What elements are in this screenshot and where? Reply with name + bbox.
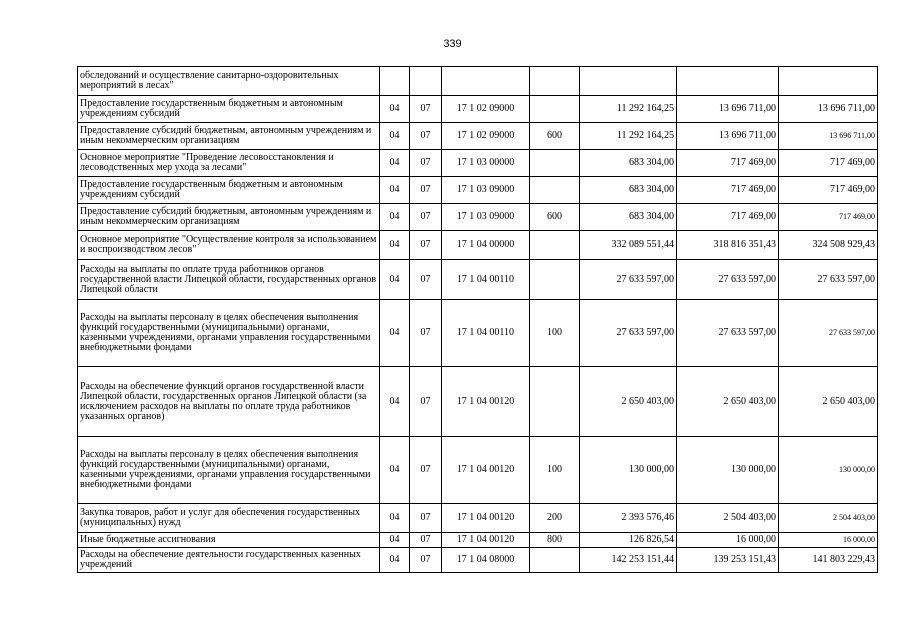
- subsection-code-cell: 07: [410, 96, 442, 123]
- subsection-code-cell: 07: [410, 437, 442, 504]
- subsection-code-cell: 07: [410, 504, 442, 533]
- table-row: [78, 177, 878, 204]
- expense-type-cell: 600: [530, 123, 580, 150]
- subsection-code-cell: [410, 67, 442, 96]
- expense-type-cell: [530, 177, 580, 204]
- expense-type-cell: [530, 67, 580, 96]
- amount-year3-cell: 717 469,00: [779, 204, 878, 231]
- item-name-cell: Предоставление субсидий бюджетным, автономным учреждениям и иным некоммерческим организациям: [78, 204, 380, 231]
- target-article-cell: 17 1 04 00120: [442, 533, 530, 548]
- amount-year3-cell: 141 803 229,43: [779, 548, 878, 573]
- item-name-cell: Расходы на обеспечение функций органов государственной власти Липецкой области, государственных органов Липецкой области (за исключением расходов на выплаты по оплате труда работников указанных органов): [78, 367, 380, 437]
- subsection-code-cell: 07: [410, 300, 442, 367]
- table-row: [78, 96, 878, 123]
- subsection-code-cell: 07: [410, 533, 442, 548]
- table-row: [78, 260, 878, 300]
- table-row: [78, 204, 878, 231]
- section-code-cell: 04: [380, 260, 410, 300]
- amount-year2-cell: 13 696 711,00: [677, 96, 779, 123]
- amount-year1-cell: 2 393 576,46: [580, 504, 677, 533]
- section-code-cell: [380, 67, 410, 96]
- section-code-cell: 04: [380, 300, 410, 367]
- section-code-cell: 04: [380, 367, 410, 437]
- subsection-code-cell: 07: [410, 260, 442, 300]
- target-article-cell: [442, 67, 530, 96]
- amount-year2-cell: 717 469,00: [677, 150, 779, 177]
- section-code-cell: 04: [380, 204, 410, 231]
- amount-year1-cell: 683 304,00: [580, 150, 677, 177]
- budget-table: [77, 66, 878, 573]
- subsection-code-cell: 07: [410, 123, 442, 150]
- target-article-cell: 17 1 03 09000: [442, 177, 530, 204]
- target-article-cell: 17 1 02 09000: [442, 123, 530, 150]
- expense-type-cell: [530, 548, 580, 573]
- subsection-code-cell: 07: [410, 548, 442, 573]
- subsection-code-cell: 07: [410, 150, 442, 177]
- amount-year2-cell: 13 696 711,00: [677, 123, 779, 150]
- subsection-code-cell: 07: [410, 367, 442, 437]
- section-code-cell: 04: [380, 177, 410, 204]
- amount-year2-cell: 27 633 597,00: [677, 300, 779, 367]
- amount-year2-cell: 27 633 597,00: [677, 260, 779, 300]
- expense-type-cell: [530, 231, 580, 260]
- target-article-cell: 17 1 04 00110: [442, 260, 530, 300]
- item-name-cell: Предоставление субсидий бюджетным, автономным учреждениям и иным некоммерческим организациям: [78, 123, 380, 150]
- expense-type-cell: 100: [530, 437, 580, 504]
- expense-type-cell: 100: [530, 300, 580, 367]
- amount-year1-cell: 683 304,00: [580, 204, 677, 231]
- amount-year2-cell: 139 253 151,43: [677, 548, 779, 573]
- amount-year1-cell: 683 304,00: [580, 177, 677, 204]
- subsection-code-cell: 07: [410, 204, 442, 231]
- amount-year1-cell: 332 089 551,44: [580, 231, 677, 260]
- table-row: [78, 150, 878, 177]
- section-code-cell: 04: [380, 123, 410, 150]
- table-row: [78, 123, 878, 150]
- table-row: [78, 533, 878, 548]
- item-name-cell: Расходы на выплаты по оплате труда работников органов государственной власти Липецкой области, государственных органов Липецкой области: [78, 260, 380, 300]
- item-name-cell: Расходы на выплаты персоналу в целях обеспечения выполнения функций государственными (муниципальными) органами, казенными учреждениями, органами управления государственными внебюджетными фондами: [78, 437, 380, 504]
- amount-year2-cell: 717 469,00: [677, 204, 779, 231]
- expense-type-cell: 600: [530, 204, 580, 231]
- table-row: [78, 367, 878, 437]
- section-code-cell: 04: [380, 437, 410, 504]
- amount-year3-cell: 324 508 929,43: [779, 231, 878, 260]
- expense-type-cell: [530, 96, 580, 123]
- expense-type-cell: 200: [530, 504, 580, 533]
- section-code-cell: 04: [380, 548, 410, 573]
- amount-year3-cell: 2 504 403,00: [779, 504, 878, 533]
- amount-year1-cell: [580, 67, 677, 96]
- section-code-cell: 04: [380, 504, 410, 533]
- amount-year3-cell: 717 469,00: [779, 177, 878, 204]
- amount-year3-cell: 2 650 403,00: [779, 367, 878, 437]
- target-article-cell: 17 1 04 00110: [442, 300, 530, 367]
- item-name-cell: Расходы на выплаты персоналу в целях обеспечения выполнения функций государственными (муниципальными) органами, казенными учреждениями, органами управления государственными внебюджетными фондами: [78, 300, 380, 367]
- subsection-code-cell: 07: [410, 177, 442, 204]
- amount-year3-cell: 27 633 597,00: [779, 300, 878, 367]
- amount-year1-cell: 11 292 164,25: [580, 96, 677, 123]
- item-name-cell: Иные бюджетные ассигнования: [78, 533, 380, 548]
- expense-type-cell: [530, 260, 580, 300]
- target-article-cell: 17 1 04 00000: [442, 231, 530, 260]
- amount-year3-cell: 717 469,00: [779, 150, 878, 177]
- amount-year1-cell: 2 650 403,00: [580, 367, 677, 437]
- amount-year3-cell: 130 000,00: [779, 437, 878, 504]
- section-code-cell: 04: [380, 533, 410, 548]
- amount-year1-cell: 126 826,54: [580, 533, 677, 548]
- amount-year2-cell: 16 000,00: [677, 533, 779, 548]
- amount-year2-cell: 2 650 403,00: [677, 367, 779, 437]
- amount-year2-cell: 717 469,00: [677, 177, 779, 204]
- table-row: [78, 67, 878, 96]
- table-row: [78, 437, 878, 504]
- item-name-cell: Предоставление государственным бюджетным и автономным учреждениям субсидий: [78, 96, 380, 123]
- amount-year3-cell: 13 696 711,00: [779, 96, 878, 123]
- amount-year3-cell: 13 696 711,00: [779, 123, 878, 150]
- page-number: 339: [443, 38, 462, 50]
- amount-year3-cell: [779, 67, 878, 96]
- expense-type-cell: 800: [530, 533, 580, 548]
- item-name-cell: Основное мероприятие "Проведение лесовосстановления и лесоводственных мер ухода за лесами": [78, 150, 380, 177]
- target-article-cell: 17 1 04 08000: [442, 548, 530, 573]
- section-code-cell: 04: [380, 96, 410, 123]
- section-code-cell: 04: [380, 150, 410, 177]
- amount-year1-cell: 130 000,00: [580, 437, 677, 504]
- expense-type-cell: [530, 367, 580, 437]
- target-article-cell: 17 1 02 09000: [442, 96, 530, 123]
- amount-year3-cell: 27 633 597,00: [779, 260, 878, 300]
- amount-year1-cell: 27 633 597,00: [580, 260, 677, 300]
- item-name-cell: Расходы на обеспечение деятельности государственных казенных учреждений: [78, 548, 380, 573]
- amount-year2-cell: [677, 67, 779, 96]
- subsection-code-cell: 07: [410, 231, 442, 260]
- amount-year2-cell: 2 504 403,00: [677, 504, 779, 533]
- amount-year1-cell: 27 633 597,00: [580, 300, 677, 367]
- item-name-cell: Закупка товаров, работ и услуг для обеспечения государственных (муниципальных) нужд: [78, 504, 380, 533]
- amount-year2-cell: 318 816 351,43: [677, 231, 779, 260]
- target-article-cell: 17 1 03 00000: [442, 150, 530, 177]
- amount-year1-cell: 142 253 151,44: [580, 548, 677, 573]
- amount-year1-cell: 11 292 164,25: [580, 123, 677, 150]
- budget-table-body: [78, 67, 878, 573]
- table-row: [78, 300, 878, 367]
- table-row: [78, 231, 878, 260]
- target-article-cell: 17 1 04 00120: [442, 367, 530, 437]
- item-name-cell: обследований и осуществление санитарно-оздоровительных мероприятий в лесах": [78, 67, 380, 96]
- table-row: [78, 548, 878, 573]
- target-article-cell: 17 1 04 00120: [442, 504, 530, 533]
- amount-year3-cell: 16 000,00: [779, 533, 878, 548]
- item-name-cell: Основное мероприятие "Осуществление контроля за использованием и воспроизводством лесов": [78, 231, 380, 260]
- expense-type-cell: [530, 150, 580, 177]
- target-article-cell: 17 1 03 09000: [442, 204, 530, 231]
- section-code-cell: 04: [380, 231, 410, 260]
- item-name-cell: Предоставление государственным бюджетным и автономным учреждениям субсидий: [78, 177, 380, 204]
- amount-year2-cell: 130 000,00: [677, 437, 779, 504]
- table-row: [78, 504, 878, 533]
- target-article-cell: 17 1 04 00120: [442, 437, 530, 504]
